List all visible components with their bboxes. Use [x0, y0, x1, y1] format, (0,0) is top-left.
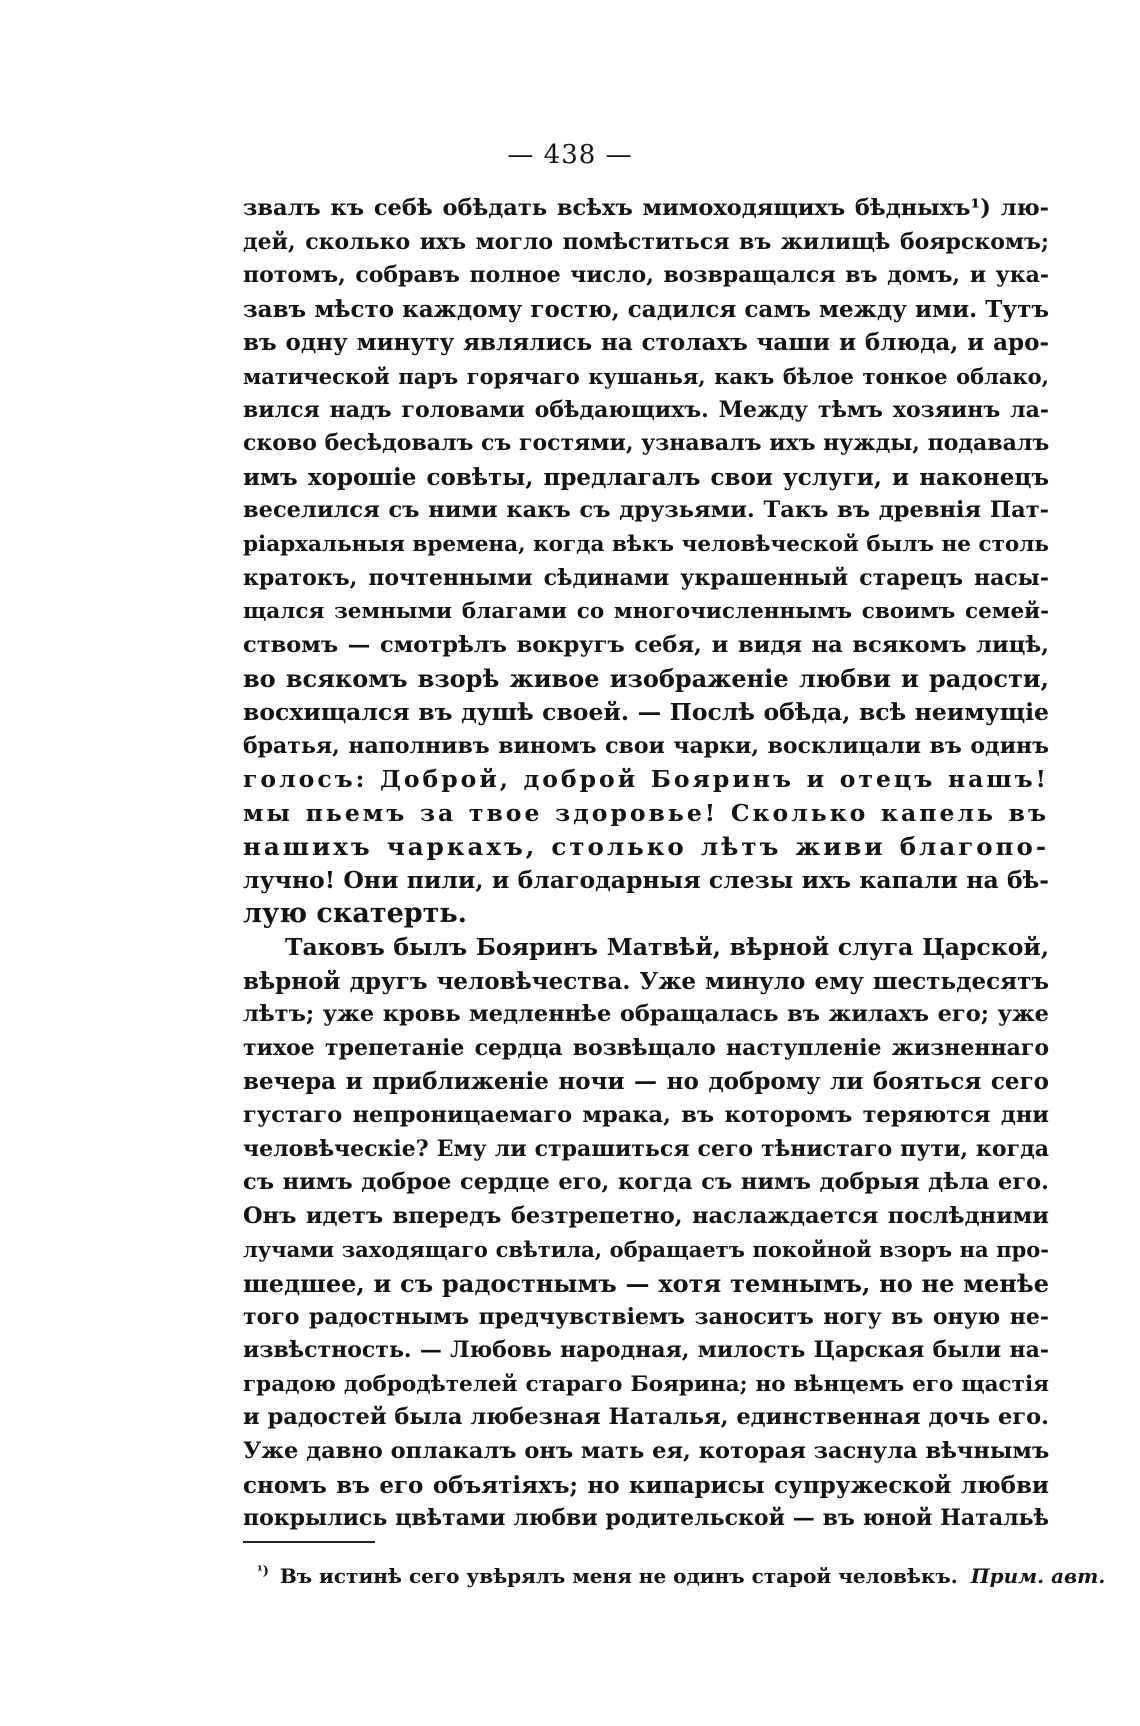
text-line: имъ хорошіе совѣты, предлагалъ свои услуги, и наконецъ: [243, 463, 1049, 491]
text-line: лучно! Они пили, и благодарныя слезы ихъ капали на бѣ-: [243, 865, 1049, 894]
page-number: — 438 —: [507, 140, 633, 170]
text-line: дей, сколько ихъ могло помѣститься въ жилищѣ боярскомъ;: [243, 228, 1049, 255]
text-line: кратокъ, почтенными сѣдинами украшенный старецъ насы-: [243, 564, 1049, 591]
text-line: восхищался въ душѣ своей. — Послѣ обѣда, всѣ неимущіе: [243, 697, 1049, 726]
text-line: сково бесѣдовалъ съ гостями, узнавалъ ихъ нужды, подавалъ: [243, 430, 1049, 457]
text-line: вечера и приближеніе ночи — но доброму ли бояться сего: [243, 1068, 1049, 1096]
text-line: того радостнымъ предчувствіемъ заноситъ ногу въ оную не-: [243, 1303, 1049, 1330]
footnote-text: Въ истинѣ сего увѣрялъ меня не одинъ старой человѣкъ.: [279, 1564, 958, 1588]
text-line: матической паръ горячаго кушанья, какъ бѣлое тонкое облако,: [243, 363, 1049, 389]
text-line: сномъ въ его объятіяхъ; но кипарисы супружеской любви: [243, 1471, 1049, 1499]
text-line: шедшее, и съ радостнымъ — хотя темнымъ, но не менѣе: [243, 1269, 1049, 1298]
text-line: ствомъ — смотрѣлъ вокругъ себя, и видя на всякомъ лицѣ,: [243, 631, 1049, 658]
text-line: лучами заходящаго свѣтила, обращаетъ покойной взоръ на про-: [243, 1237, 1049, 1263]
text-line: градою добродѣтелей стараго Боярина; но вѣнцемъ его щастія: [243, 1371, 1049, 1397]
text-line: веселился съ ними какъ съ друзьями. Такъ въ древнія Пат-: [243, 497, 1049, 524]
footnote: [257, 1564, 1106, 1588]
text-line: густаго непроницаемаго мрака, въ которомъ теряются дни: [243, 1102, 1049, 1129]
text-line: человѣческіе? Ему ли страшиться сего тѣнистаго пути, когда: [243, 1135, 1049, 1162]
text-line: вился надъ головами обѣдающихъ. Между тѣмъ хозяинъ ла-: [243, 396, 1049, 423]
text-line: ріархальныя времена, когда вѣкъ человѣческой былъ не столь: [243, 531, 1049, 557]
text-line: тихое трепетаніе сердца возвѣщало наступленіе жизненнаго: [243, 1034, 1049, 1061]
text-line: завъ мѣсто каждому гостю, садился самъ между ими. Тутъ: [243, 295, 1049, 323]
text-line: голосъ: Доброй, доброй Бояринъ и отецъ нашъ!: [243, 765, 1049, 794]
footnote-attribution: Прим. авт.: [970, 1564, 1106, 1588]
text-line: мы пьемъ за твое здоровье! Сколько капель въ: [243, 798, 1049, 827]
text-line: вѣрной другъ человѣчества. Уже минуло ему шестьдесятъ: [243, 967, 1049, 995]
text-line: извѣстность. — Любовь народная, милость Царская были на-: [243, 1337, 1049, 1364]
footnote-divider: [243, 1541, 375, 1543]
text-line: въ одну минуту являлись на столахъ чаши и блюда, и аро-: [243, 329, 1049, 357]
text-line: братья, наполнивъ виномъ свои чарки, восклицали въ одинъ: [243, 732, 1049, 759]
text-line: щался земными благами со многочисленнымъ своимъ семей-: [243, 599, 1049, 625]
text-line: нашихъ чаркахъ, столько лѣтъ живи благопо-: [243, 832, 1049, 862]
text-line: лѣтъ; уже кровь медленнѣе обращалась въ жилахъ его; уже: [243, 1001, 1049, 1028]
text-line: Уже давно оплакалъ онъ мать ея, которая заснула вѣчнымъ: [243, 1437, 1049, 1464]
text-line: потомъ, собравъ полное число, возвращался въ домъ, и ука-: [243, 262, 1049, 289]
footnote-mark: ¹): [257, 1564, 269, 1580]
text-line: во всякомъ взорѣ живое изображеніе любви и радости,: [243, 664, 1049, 694]
text-line: Онъ идетъ впередъ безтрепетно, наслаждается послѣдними: [243, 1202, 1049, 1229]
text-line: покрылись цвѣтами любви родительской — въ юной Натальѣ: [243, 1505, 1049, 1532]
body-text: [243, 192, 1049, 1536]
text-line: лую скатерть.: [243, 898, 468, 930]
text-line: Таковъ былъ Бояринъ Матвѣй, вѣрной слуга Царской,: [285, 933, 1049, 962]
text-line: звалъ къ себѣ обѣдать всѣхъ мимоходящихъ бѣдныхъ¹) лю-: [243, 195, 1049, 221]
text-line: съ нимъ доброе сердце его, когда съ нимъ добрыя дѣла его.: [243, 1169, 1049, 1196]
text-line: и радостей была любезная Наталья, единственная дочь его.: [243, 1404, 1049, 1431]
